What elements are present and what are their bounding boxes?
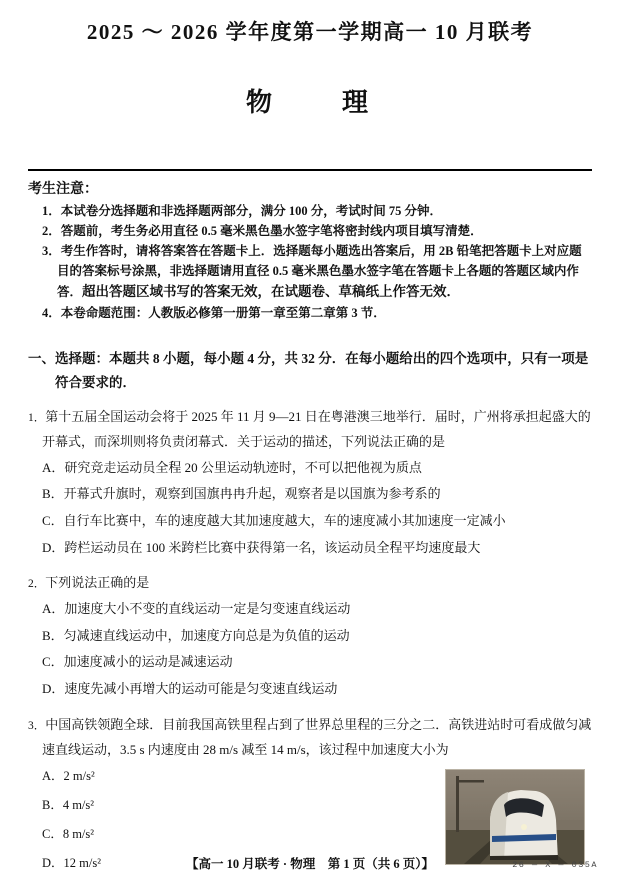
notice-item-2: 2．答题前，考生务必用直径 0.5 毫米黑色墨水签字笔将密封线内项目填写清楚． bbox=[42, 224, 483, 238]
notice-item-3-bold-text: 超出答题区域书写的答案无效，在试题卷、草稿纸上作答无效． bbox=[82, 284, 461, 299]
exam-title: 2025 ～ 2026 学年度第一学期高一 10 月联考 bbox=[86, 20, 534, 44]
footer-paper-code: 26 — X — 035A bbox=[512, 860, 598, 870]
question-2-option-b: B．匀减速直线运动中，加速度方向总是为负值的运动 bbox=[42, 627, 350, 643]
question-1-option-b: B．开幕式升旗时，观察到国旗冉冉升起，观察者是以国旗为参考系的 bbox=[42, 486, 441, 502]
question-3-option-d: D．12 m/s² bbox=[42, 856, 101, 871]
question-2-option-c: C．加速度减小的运动是减速运动 bbox=[42, 654, 233, 670]
question-2-stem bbox=[28, 571, 596, 596]
question-3-option-b: B．4 m/s² bbox=[42, 798, 95, 813]
question-3-option-c: C．8 m/s² bbox=[42, 827, 95, 842]
notice-heading: 考生注意： bbox=[28, 182, 98, 197]
question-1-options bbox=[28, 455, 596, 562]
notice-item-3-text: 3．考生作答时，请将答案答在答题卡上．选择题每小题选出答案后，用 2B 铅笔把答题卡上对应题目的答案标号涂黑，非选择题请用直径 0.5 毫米黑色墨水签字笔在答题卡上各题的答题区域内作答． bbox=[42, 244, 582, 299]
question-2-number: 2． bbox=[28, 578, 46, 591]
notice-item-1: 1．本试卷分选择题和非选择题两部分，满分 100 分，考试时间 75 分钟． bbox=[42, 204, 443, 218]
question-1 bbox=[28, 405, 596, 561]
question-2-option-d: D．速度先减小再增大的运动可能是匀变速直线运动 bbox=[42, 681, 338, 697]
notice-item-3 bbox=[42, 241, 592, 303]
question-1-option-d: D．跨栏运动员在 100 米跨栏比赛中获得第一名，该运动员全程平均速度最大 bbox=[42, 539, 481, 555]
question-1-option-c: C．自行车比赛中，车的速度越大其加速度越大，车的速度减小其加速度一定减小 bbox=[42, 513, 506, 528]
question-2-options bbox=[28, 596, 596, 703]
high-speed-train-photo bbox=[446, 770, 584, 864]
notice-item-4: 4．本卷命题范围：人教版必修第一册第一章至第二章第 3 节． bbox=[42, 305, 386, 320]
question-3-number: 3． bbox=[28, 719, 46, 732]
question-2-option-a: A．加速度大小不变的直线运动一定是匀变速直线运动 bbox=[42, 601, 351, 617]
question-3-stem bbox=[28, 713, 596, 763]
question-2-text: 下列说法正确的是 bbox=[45, 575, 150, 591]
question-1-stem bbox=[28, 405, 596, 455]
question-2 bbox=[28, 571, 596, 702]
subject-title: 物 理 bbox=[245, 88, 374, 117]
footer-page-info: 【高一 10 月联考 · 物理 第 1 页（共 6 页）】 bbox=[186, 857, 434, 871]
question-1-number: 1． bbox=[28, 412, 46, 425]
question-1-option-a: A．研究竞走运动员全程 20 公里运动轨迹时，不可以把他视为质点 bbox=[42, 459, 422, 475]
question-1-text: 第十五届全国运动会将于 2025 年 11 月 9—21 日在粤港澳三地举行．届时，广州将承担起盛大的开幕式，而深圳则将负责闭幕式．关于运动的描述，下列说法正确的是 bbox=[42, 409, 591, 450]
notice-items bbox=[28, 201, 592, 323]
question-3-option-a: A．2 m/s² bbox=[42, 769, 95, 784]
candidate-notice-block bbox=[28, 169, 592, 323]
question-3-text: 中国高铁领跑全球．目前我国高铁里程占到了世界总里程的三分之二．高铁进站时可看成做匀减速直线运动，3.5 s 内速度由 28 m/s 减至 14 m/s，该过程中加速度大小为 bbox=[42, 716, 592, 757]
section-1-heading: 一、选择题：本题共 8 小题，每小题 4 分，共 32 分．在每小题给出的四个选项中，只有一项是符合要求的． bbox=[28, 350, 589, 390]
